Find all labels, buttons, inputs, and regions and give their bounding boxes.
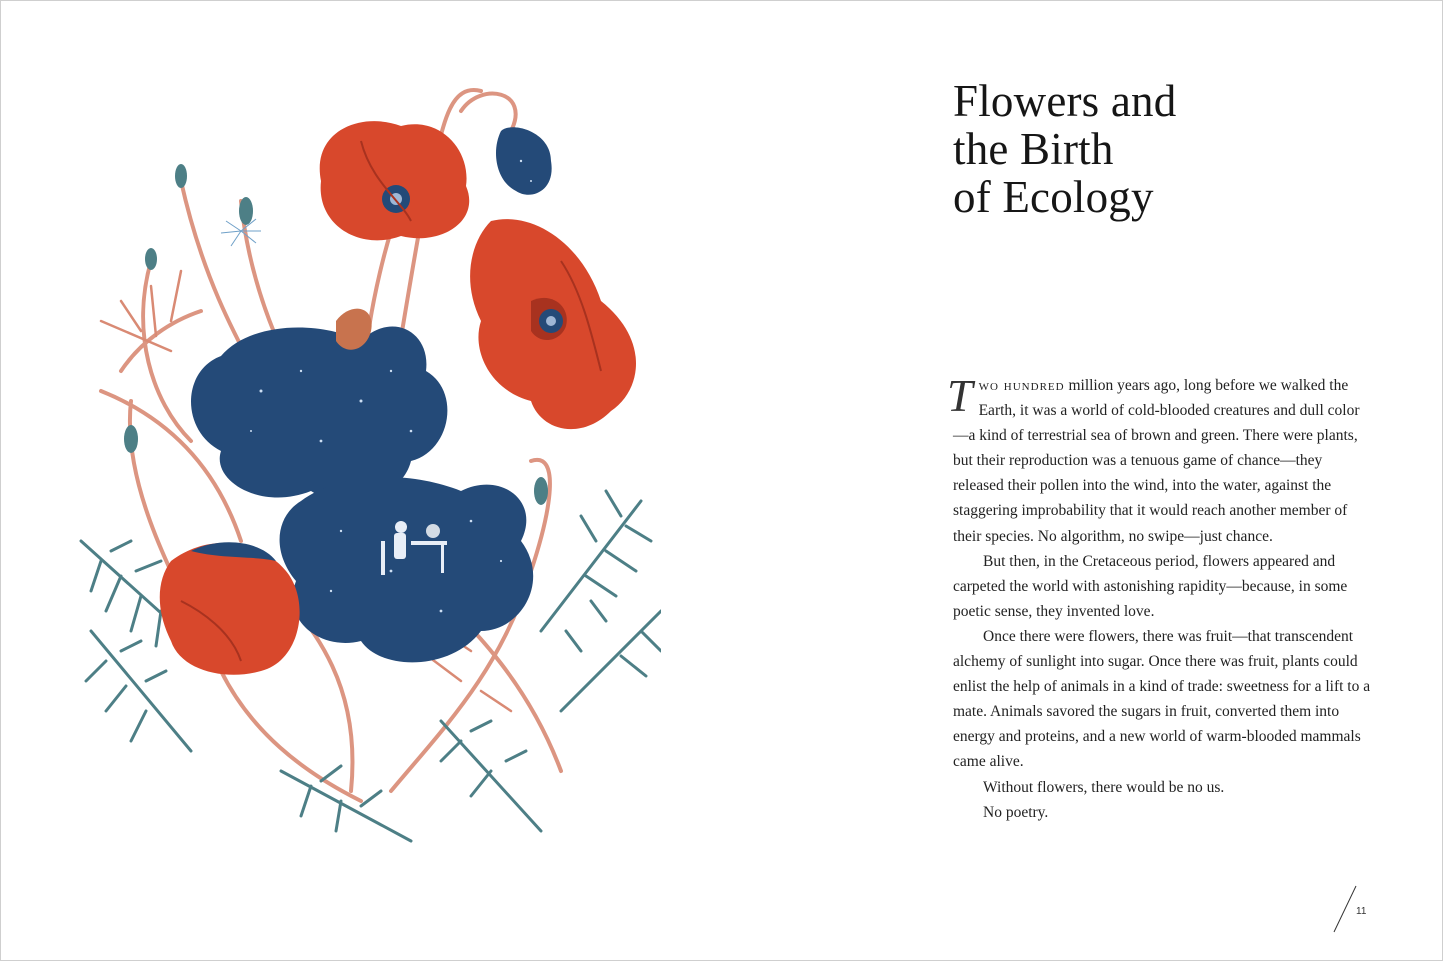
folio	[1332, 884, 1372, 934]
paragraph: But then, in the Cretaceous period, flowers appeared and carpeted the world with astonishing rapidity—because, in some poetic sense, they invented love.	[953, 552, 1348, 620]
poppy-illustration	[61, 71, 661, 851]
title-line: of Ecology	[953, 172, 1154, 222]
body-text	[947, 370, 1373, 825]
paragraph: No poetry.	[983, 803, 1049, 821]
chapter-title	[953, 77, 1176, 221]
left-page	[1, 1, 723, 962]
page-number: 11	[1356, 906, 1367, 917]
paragraph: Once there were flowers, there was fruit—that transcendent alchemy of sunlight into sugar. Once there was fruit, plants could enlist the help of animals in a kind of trade: sweetness for a lift to a mate. Animals savored the sugars in fruit, converted them into energy and proteins, and a new world of warm-blooded mammals came alive.	[953, 627, 1371, 771]
title-line: Flowers and	[953, 76, 1177, 126]
title-line: the Birth	[953, 124, 1114, 174]
opening-text: million years ago, long before we walked the Earth, it was a world of cold-blooded creatures and dull color—a kind of terrestrial sea of brown and green. There were plants, but their reproduction was a tenuous game of chance—they released their pollen into the wind, into the water, against the staggering improbability that it would reach another member of their species. No algorithm, no swipe—just chance.	[953, 377, 1360, 545]
paragraph: Without flowers, there would be no us.	[983, 778, 1225, 796]
drop-cap: T	[947, 370, 973, 421]
opening-smallcaps: wo hundred	[978, 377, 1065, 394]
opening-paragraph	[947, 370, 1373, 549]
right-page	[723, 1, 1444, 962]
